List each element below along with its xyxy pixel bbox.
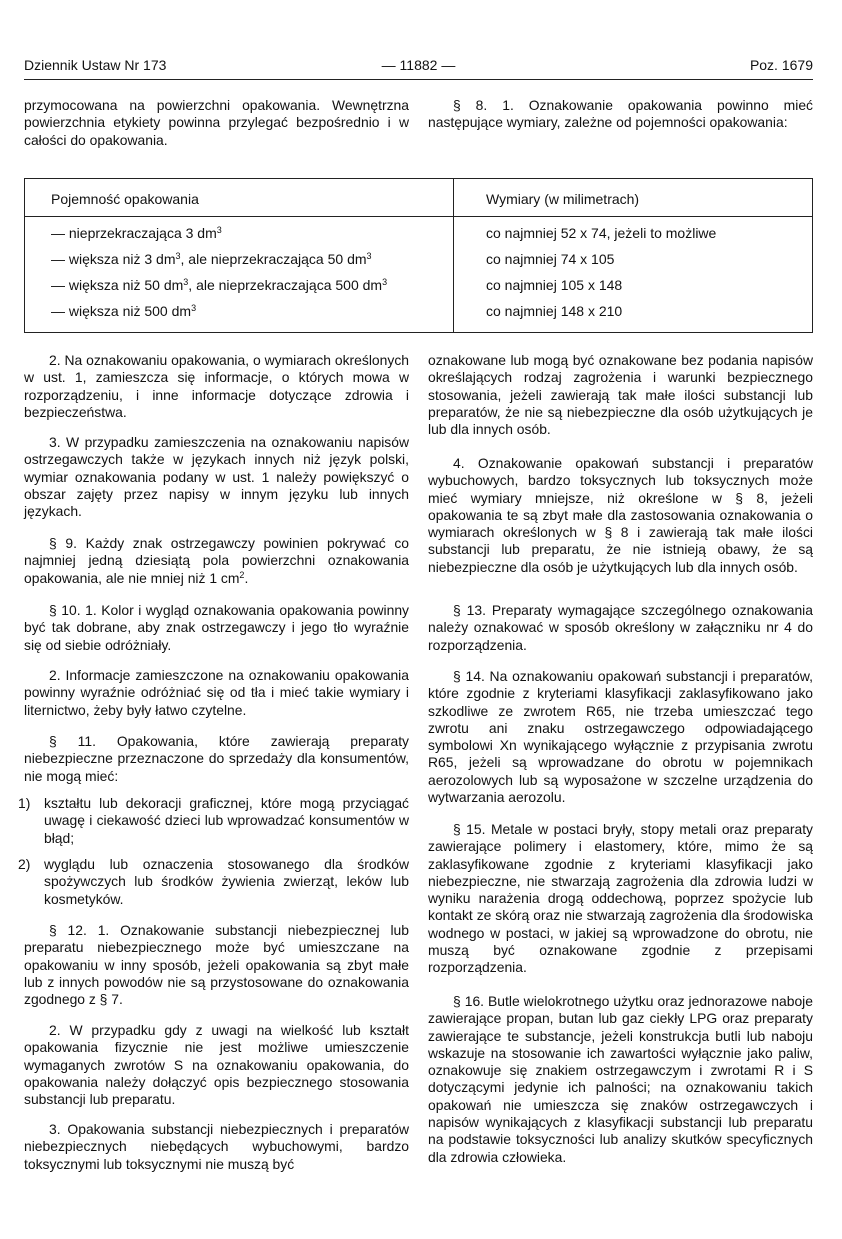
journal-title: Dziennik Ustaw Nr 173 xyxy=(24,57,167,73)
paragraph-15: § 15. Metale w postaci bryły, stopy metali oraz preparaty zawierające polimery i elastomery, które, mimo że są zaklasyfikowane zgodnie z kryteriami klasyfikacji jako niebezpieczne, nie stwarzają zagrożenia dla zdrowia ludzi w wyniku narażenia drogą oddechową, poprzez spożycie lub kontakt ze skórą oraz nie stwarzają zagrożenia dla środowiska wodnego w postaci, w jakiej są wprowadzone do obrotu, nie muszą być oznakowane zgodnie z przepisami rozporządzenia. xyxy=(428,821,813,976)
running-header xyxy=(24,57,813,79)
table-row-capacity: — większa niż 50 $dm^3$, ale nieprzekraczająca 500 $dm^3$ xyxy=(51,277,388,293)
dimensions-table xyxy=(24,178,813,333)
table-header-divider xyxy=(25,216,812,217)
paragraph-14: § 14. Na oznakowaniu opakowań substancji i preparatów, które zgodnie z kryteriami klasyfikacji zaklasyfikowano jako szkodliwe ze zwrotem R65, nie trzeba umieszczać tego zwrotu ani znaku ostrzegawczego odpowiadającego symbolowi Xn wynikającego wyłącznie z przypisania zwrotu R65, jeżeli są wprowadzane do obrotu w pojemnikach aerozolowych lub są wyposażone w szczelne urządzenia do wytwarzania aerozolu. xyxy=(428,668,813,806)
table-header-capacity: Pojemność opakowania xyxy=(51,191,199,207)
table-row-dimension: co najmniej 148 x 210 xyxy=(486,303,623,319)
table-header-dimensions: Wymiary (w milimetrach) xyxy=(486,191,640,207)
table-row-dimension: co najmniej 74 x 105 xyxy=(486,251,615,267)
paragraph-10-2: 2. Informacje zamieszczone na oznakowaniu opakowania powinny wyraźnie odróżniać się od tła i mieć takie wymiary i liternictwo, żeby były łatwo czytelne. xyxy=(24,667,409,718)
paragraph-12-3: 3. Opakowania substancji niebezpiecznych i preparatów niebezpiecznych niebędących wybuchowymi, bardzo toksycznymi lub toksycznymi nie muszą być xyxy=(24,1121,409,1172)
paragraph-13: § 13. Preparaty wymagające szczególnego oznakowania należy oznakować w sposób określony w załączniku nr 4 do rozporządzenia. xyxy=(428,602,813,653)
table-row-capacity: — nieprzekraczająca 3 $dm^3$ xyxy=(51,225,222,241)
intro-right-paragraph: § 8. 1. Oznakowanie opakowania powinno mieć następujące wymiary, zależne od pojemności opakowania: xyxy=(428,97,813,131)
position-number: Poz. 1679 xyxy=(749,57,813,73)
paragraph-12-3-continued: oznakowane lub mogą być oznakowane bez podania napisów określających rodzaj zagrożenia i warunki bezpiecznego stosowania, jeżeli zawierają tak małe ilości substancji lub preparatów, że nie są niebezpieczne dla osób użytkujących je lub dla innych osób. xyxy=(428,352,813,438)
intro-left-paragraph: przymocowana na powierzchni opakowania. Wewnętrzna powierzchnia etykiety powinna przylegać bezpośrednio i w całości do opakowania. xyxy=(24,97,409,148)
table-row-dimension: co najmniej 52 x 74, jeżeli to możliwe xyxy=(486,225,717,241)
paragraph-10-1: § 10. 1. Kolor i wygląd oznakowania opakowania powinny być tak dobrane, aby znak ostrzegawczy i jego tło wyraźnie się od siebie odróżniały. xyxy=(24,602,409,653)
page-number: — 11882 — xyxy=(381,57,456,73)
paragraph-8-2: 2. Na oznakowaniu opakowania, o wymiarach określonych w ust. 1, zamieszcza się informacje, o których mowa w rozporządzeniu, i inne informacje dotyczące zdrowia i bezpieczeństwa. xyxy=(24,352,409,420)
table-row-capacity: — większa niż 500 $dm^3$ xyxy=(51,303,197,319)
table-column-divider xyxy=(453,179,454,332)
list-item: 2) wyglądu lub oznaczenia stosowanego dla środków spożywczych lub środków żywienia zwierząt, leków lub kosmetyków. xyxy=(18,856,409,907)
paragraph-16: § 16. Butle wielokrotnego użytku oraz jednorazowe naboje zawierające propan, butan lub gaz ciekły LPG oraz preparaty zawierające te substancje, jeżeli konstrukcja butli lub naboju wskazuje na stosowanie ich zawartości wyłącznie jako paliw, oznakowuje się znakiem ostrzegawczym i zwrotami R i S dotyczącymi jedynie ich palności; na oznakowaniu takich opakowań nie umieszcza się znaków ostrzegawczych i napisów wynikających z klasyfikacji substancji lub preparatu na podstawie toksyczności lub analizy skutków specyficznych dla zdrowia człowieka. xyxy=(428,993,813,1165)
paragraph-12-4: 4. Oznakowanie opakowań substancji i preparatów wybuchowych, bardzo toksycznych lub toksycznych może mieć wymiary mniejsze, niż określone w § 8, jeżeli opakowania te są zbyt małe dla zastosowania oznakowania o wymiarach określonych w § 8 i zawierają tak małe ilości substancji lub preparatu, że nie istnieją obawy, że są niebezpieczne dla osób je użytkujących lub dla innych osób. xyxy=(428,455,813,575)
paragraph-11-list xyxy=(18,856,409,908)
paragraph-12-2: 2. W przypadku gdy z uwagi na wielkość lub kształt opakowania fizycznie nie jest możliwe umieszczenie wymaganych zwrotów S na oznakowaniu opakowania, do opakowania należy dołączyć opis bezpiecznego stosowania substancji lub preparatu. xyxy=(24,1022,409,1108)
paragraph-8-3: 3. W przypadku zamieszczenia na oznakowaniu napisów ostrzegawczych także w językach innych niż język polski, wymiar oznakowania podany w ust. 1 należy powiększyć o obszar zajęty przez napisy w innym języku lub innych językach. xyxy=(24,434,409,520)
list-item: 1) kształtu lub dekoracji graficznej, które mogą przyciągać uwagę i ciekawość dzieci lub wprowadzać konsumentów w błąd; xyxy=(18,795,409,846)
table-row-dimension: co najmniej 105 x 148 xyxy=(486,277,623,293)
paragraph-12-1: § 12. 1. Oznakowanie substancji niebezpiecznej lub preparatu niebezpiecznego może być umieszczane na opakowaniu w inny sposób, jeżeli opakowania są zbyt małe lub z innych powodów nie są przystosowane do oznakowania zgodnego z § 7. xyxy=(24,922,409,1008)
paragraph-9: § 9. Każdy znak ostrzegawczy powinien pokrywać co najmniej jedną dziesiątą pola powierzchni oznakowania opakowania, ale nie mniej niż 1 $cm^2$. xyxy=(24,535,409,586)
table-row-capacity: — większa niż 3 $dm^3$, ale nieprzekraczająca 50 $dm^3$ xyxy=(51,251,372,267)
header-rule xyxy=(24,79,813,80)
paragraph-11-list xyxy=(18,795,409,847)
paragraph-11: § 11. Opakowania, które zawierają preparaty niebezpieczne przeznaczone do sprzedaży dla konsumentów, nie mogą mieć: xyxy=(24,733,409,784)
